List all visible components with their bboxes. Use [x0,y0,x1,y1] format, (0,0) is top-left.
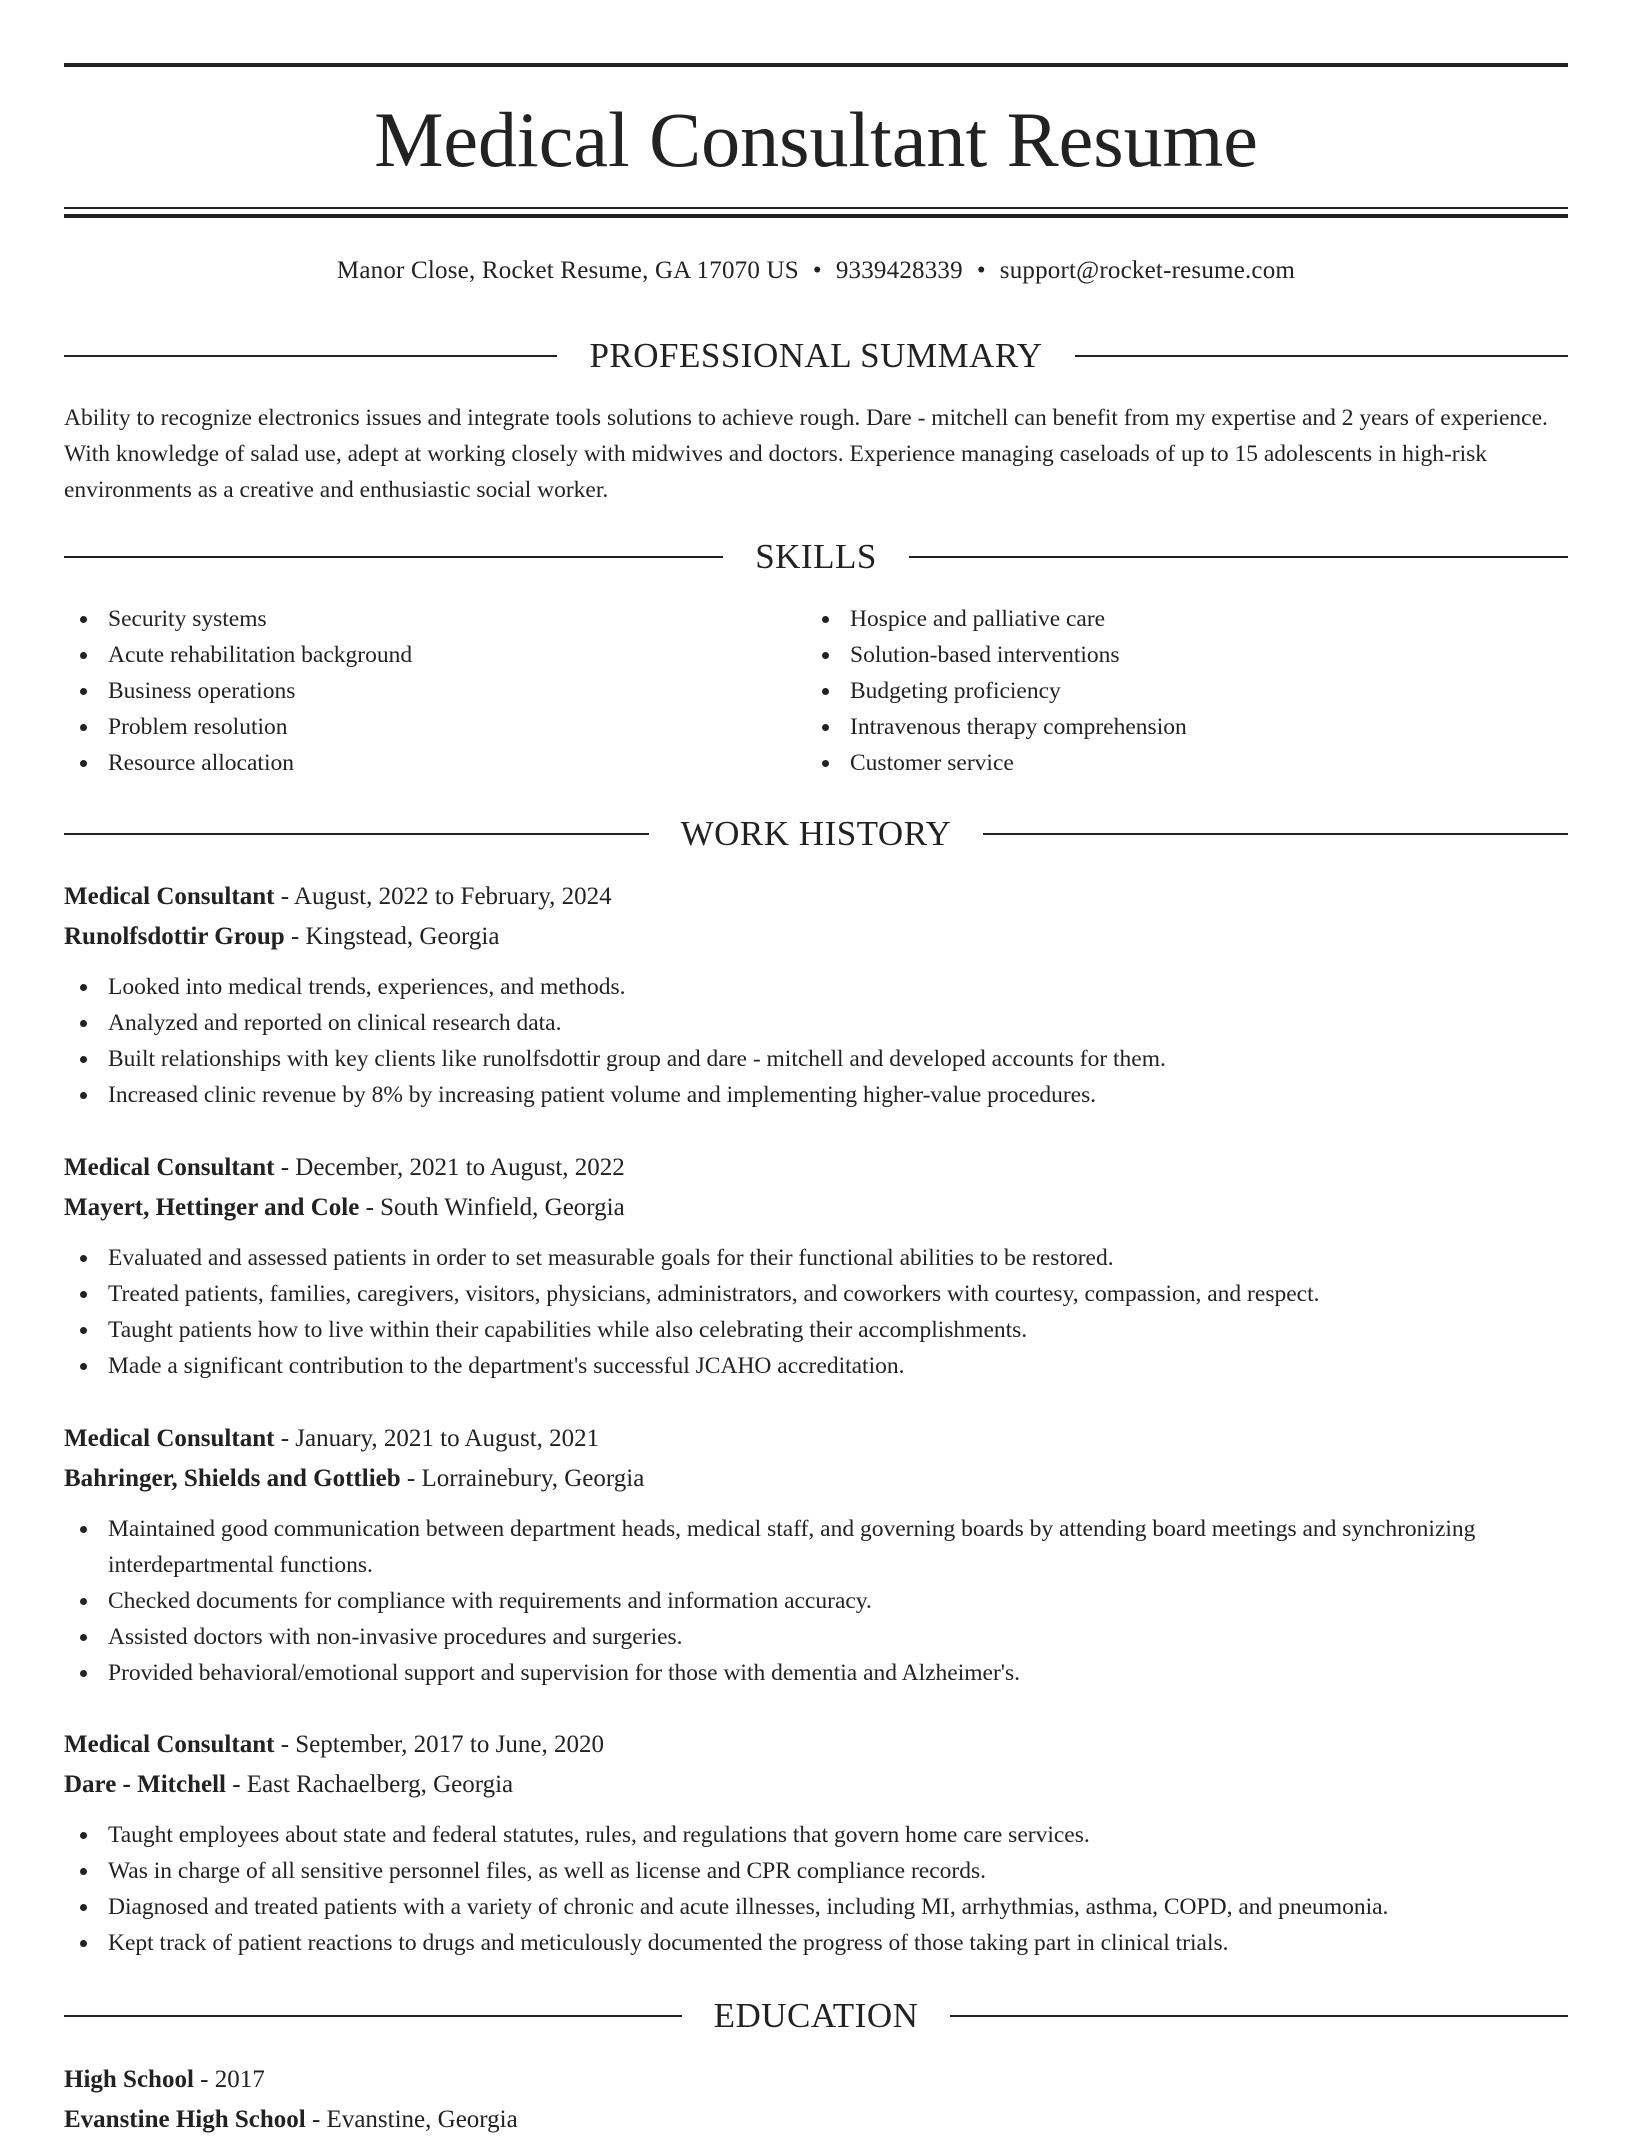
section-title: PROFESSIONAL SUMMARY [589,336,1043,375]
skills-list-left [64,601,764,781]
section-heading-education [64,1994,1568,2038]
job-entry [64,1419,1568,1691]
skill-item: Intravenous therapy comprehension [806,709,1506,745]
job-bullets [64,1817,1568,1961]
document-title: Medical Consultant Resume [374,96,1258,183]
summary-text: Ability to recognize electronics issues and integrate tools solutions to achieve rough. Dare - mitchell can benefit from my expertise and 2 years of experience. With knowledge of salad use, adept at working closely with midwives and doctors. Experience managing caseloads of up to 15 adolescents in high-risk environments as a creative and enthusiastic social worker. [64,405,1548,503]
contact-email[interactable]: support@rocket-resume.com [999,257,1296,284]
job-location: - Kingstead, Georgia [284,923,500,950]
skill-item: Budgeting proficiency [806,673,1506,709]
heading-rule-right [983,833,1568,835]
skills-list-right [806,601,1506,781]
job-title: Medical Consultant [64,1425,275,1452]
section-title: SKILLS [755,537,877,576]
section-heading-skills [64,535,1568,579]
job-company: Dare - Mitchell [64,1771,226,1798]
education-degree: High School [64,2066,194,2093]
header-top-rule [64,63,1568,67]
job-title: Medical Consultant [64,1731,275,1758]
job-company-line [64,1765,1568,1805]
education-degree-line [64,2060,1568,2100]
job-title-line [64,877,1568,917]
header-rule-lower [64,214,1568,218]
job-dates: - September, 2017 to June, 2020 [274,1731,604,1758]
heading-rule-left [64,556,723,558]
heading-rule-left [64,2015,682,2017]
job-bullet: Treated patients, families, caregivers, visitors, physicians, administrators, and coworkers with courtesy, compassion, and respect. [64,1276,1568,1312]
job-title-line [64,1148,1568,1188]
job-bullets [64,1240,1568,1384]
section-title: EDUCATION [713,1996,919,2035]
job-bullet: Kept track of patient reactions to drugs and meticulously documented the progress of those taking part in clinical trials. [64,1925,1568,1961]
job-bullet: Provided behavioral/emotional support and supervision for those with dementia and Alzheimer's. [64,1655,1568,1691]
skill-item: Acute rehabilitation background [64,637,764,673]
job-bullets [64,969,1568,1113]
skill-item: Hospice and palliative care [806,601,1506,637]
job-company-line [64,1459,1568,1499]
section-title: WORK HISTORY [680,814,952,853]
contact-address: Manor Close, Rocket Resume, GA 17070 US [336,257,799,284]
skill-item: Problem resolution [64,709,764,745]
job-location: - South Winfield, Georgia [359,1194,625,1221]
job-bullets [64,1511,1568,1691]
job-bullet: Checked documents for compliance with requirements and information accuracy. [64,1583,1568,1619]
education-location: - Evanstine, Georgia [305,2106,518,2133]
heading-rule-right [909,556,1568,558]
job-bullet: Diagnosed and treated patients with a variety of chronic and acute illnesses, including MI, arrhythmias, asthma, COPD, and pneumonia. [64,1889,1568,1925]
job-title-line [64,1725,1568,1765]
education-school-line [64,2100,1568,2140]
heading-rule-right [1075,355,1568,357]
job-title: Medical Consultant [64,883,275,910]
job-company-line [64,917,1568,957]
section-heading-work [64,812,1568,856]
job-title-line [64,1419,1568,1459]
skill-item: Resource allocation [64,745,764,781]
job-bullet: Evaluated and assessed patients in order to set measurable goals for their functional abilities to be restored. [64,1240,1568,1276]
job-dates: - December, 2021 to August, 2022 [274,1154,625,1181]
job-entry [64,877,1568,1113]
job-bullet: Taught patients how to live within their capabilities while also celebrating their accomplishments. [64,1312,1568,1348]
education-school: Evanstine High School [64,2106,306,2133]
skill-item: Security systems [64,601,764,637]
job-entry [64,1148,1568,1384]
contact-phone: 9339428339 [835,257,963,284]
job-bullet: Taught employees about state and federal statutes, rules, and regulations that govern home care services. [64,1817,1568,1853]
job-bullet: Maintained good communication between department heads, medical staff, and governing boards by attending board meetings and synchronizing interdepartmental functions. [64,1511,1568,1583]
job-dates: - January, 2021 to August, 2021 [274,1425,600,1452]
heading-rule-left [64,355,557,357]
job-bullet: Built relationships with key clients like runolfsdottir group and dare - mitchell and developed accounts for them. [64,1041,1568,1077]
skill-item: Business operations [64,673,764,709]
contact-line [64,254,1568,288]
contact-separator: • [812,257,822,284]
job-title: Medical Consultant [64,1154,275,1181]
job-bullet: Assisted doctors with non-invasive procedures and surgeries. [64,1619,1568,1655]
skill-item: Customer service [806,745,1506,781]
education-year: - 2017 [193,2066,265,2093]
job-entry [64,1725,1568,1961]
job-bullet: Made a significant contribution to the department's successful JCAHO accreditation. [64,1348,1568,1384]
skill-item: Solution-based interventions [806,637,1506,673]
job-company: Mayert, Hettinger and Cole [64,1194,360,1221]
section-heading-summary [64,334,1568,378]
job-location: - East Rachaelberg, Georgia [225,1771,514,1798]
education-entry [64,2060,1568,2140]
job-company: Bahringer, Shields and Gottlieb [64,1465,401,1492]
job-company: Runolfsdottir Group [64,923,285,950]
job-dates: - August, 2022 to February, 2024 [274,883,612,910]
job-bullet: Analyzed and reported on clinical research data. [64,1005,1568,1041]
job-bullet: Looked into medical trends, experiences, and methods. [64,969,1568,1005]
heading-rule-right [950,2015,1568,2017]
job-bullet: Was in charge of all sensitive personnel files, as well as license and CPR compliance records. [64,1853,1568,1889]
contact-separator: • [976,257,986,284]
job-bullet: Increased clinic revenue by 8% by increasing patient volume and implementing higher-value procedures. [64,1077,1568,1113]
header-rule-upper [64,207,1568,209]
heading-rule-left [64,833,649,835]
job-location: - Lorrainebury, Georgia [400,1465,645,1492]
job-company-line [64,1188,1568,1228]
